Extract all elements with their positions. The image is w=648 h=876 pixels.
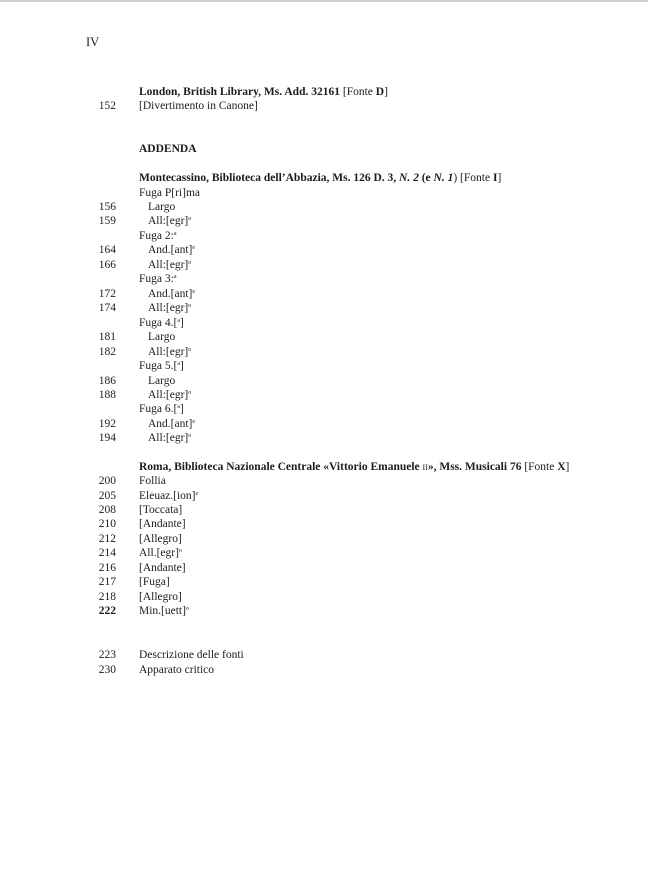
roma-heading: Roma, Biblioteca Nazionale Centrale «Vittorio Emanuele ii», Mss. Musicali 76 [Fonte X]	[139, 461, 570, 473]
toc-entry: 174 All:[egr]$^o$	[98, 302, 192, 314]
toc-entry: 156 Largo	[98, 201, 176, 213]
section-title: ADDENDA	[139, 143, 197, 155]
toc-entry: 208 [Toccata]	[98, 504, 183, 516]
page-number: IV	[86, 35, 100, 49]
toc-entry: 186 Largo	[98, 375, 176, 387]
toc-entry: 152 [Divertimento in Canone]	[98, 100, 258, 112]
toc-entry: 218 [Allegro]	[98, 591, 182, 603]
toc-entry: 223 Descrizione delle fonti	[98, 649, 244, 661]
toc-entry: 214 All.[egr]$^o$	[98, 547, 182, 559]
toc-entry: 172 And.[ant]$^e$	[98, 288, 196, 300]
toc-entry: 200 Follia	[98, 475, 166, 487]
toc-entry: 188 All:[egr]$^o$	[98, 389, 192, 401]
toc-entry: 182 All:[egr]$^o$	[98, 346, 192, 358]
top-border	[0, 0, 648, 2]
toc-entry: 230 Apparato critico	[98, 664, 215, 676]
london-heading-bold: London, British Library, Ms. Add. 32161	[139, 86, 340, 98]
toc-entry: 212 [Allegro]	[98, 533, 182, 545]
toc-entry: 222 Min.[uett]$^o$	[98, 605, 189, 617]
toc-entry: 159 All:[egr]$^o$	[98, 215, 192, 227]
fugue-title: Fuga 4.[$^a$]	[139, 317, 184, 329]
fugue-title: Fuga 3:$^a$	[139, 273, 177, 285]
toc-entry: 164 And.[ant]$^e$	[98, 244, 196, 256]
toc-entry: 181 Largo	[98, 331, 176, 343]
toc-entry: 217 [Fuga]	[98, 576, 170, 588]
fugue-title: Fuga 5.[$^a$]	[139, 360, 184, 372]
london-heading: London, British Library, Ms. Add. 32161 [Fonte D]	[139, 86, 388, 98]
fugue-title: Fuga 2:$^a$	[139, 230, 177, 242]
montecassino-heading: Montecassino, Biblioteca dell’Abbazia, Ms. 126 D. 3, N. 2 (e N. 1) [Fonte I]	[139, 172, 502, 184]
toc-entry: 192 And.[ant]$^e$	[98, 418, 196, 430]
fugue-title: Fuga P[ri]ma	[139, 187, 201, 199]
toc-entry: 194 All:[egr]$^o$	[98, 432, 192, 444]
toc-entry: 216 [Andante]	[98, 562, 186, 574]
toc-entry: 205 Eleuaz.[ion]$^e$	[98, 490, 199, 502]
toc-entry: 210 [Andante]	[98, 518, 186, 530]
fugue-title: Fuga 6.[$^a$]	[139, 403, 184, 415]
toc-entry: 166 All:[egr]$^o$	[98, 259, 192, 271]
